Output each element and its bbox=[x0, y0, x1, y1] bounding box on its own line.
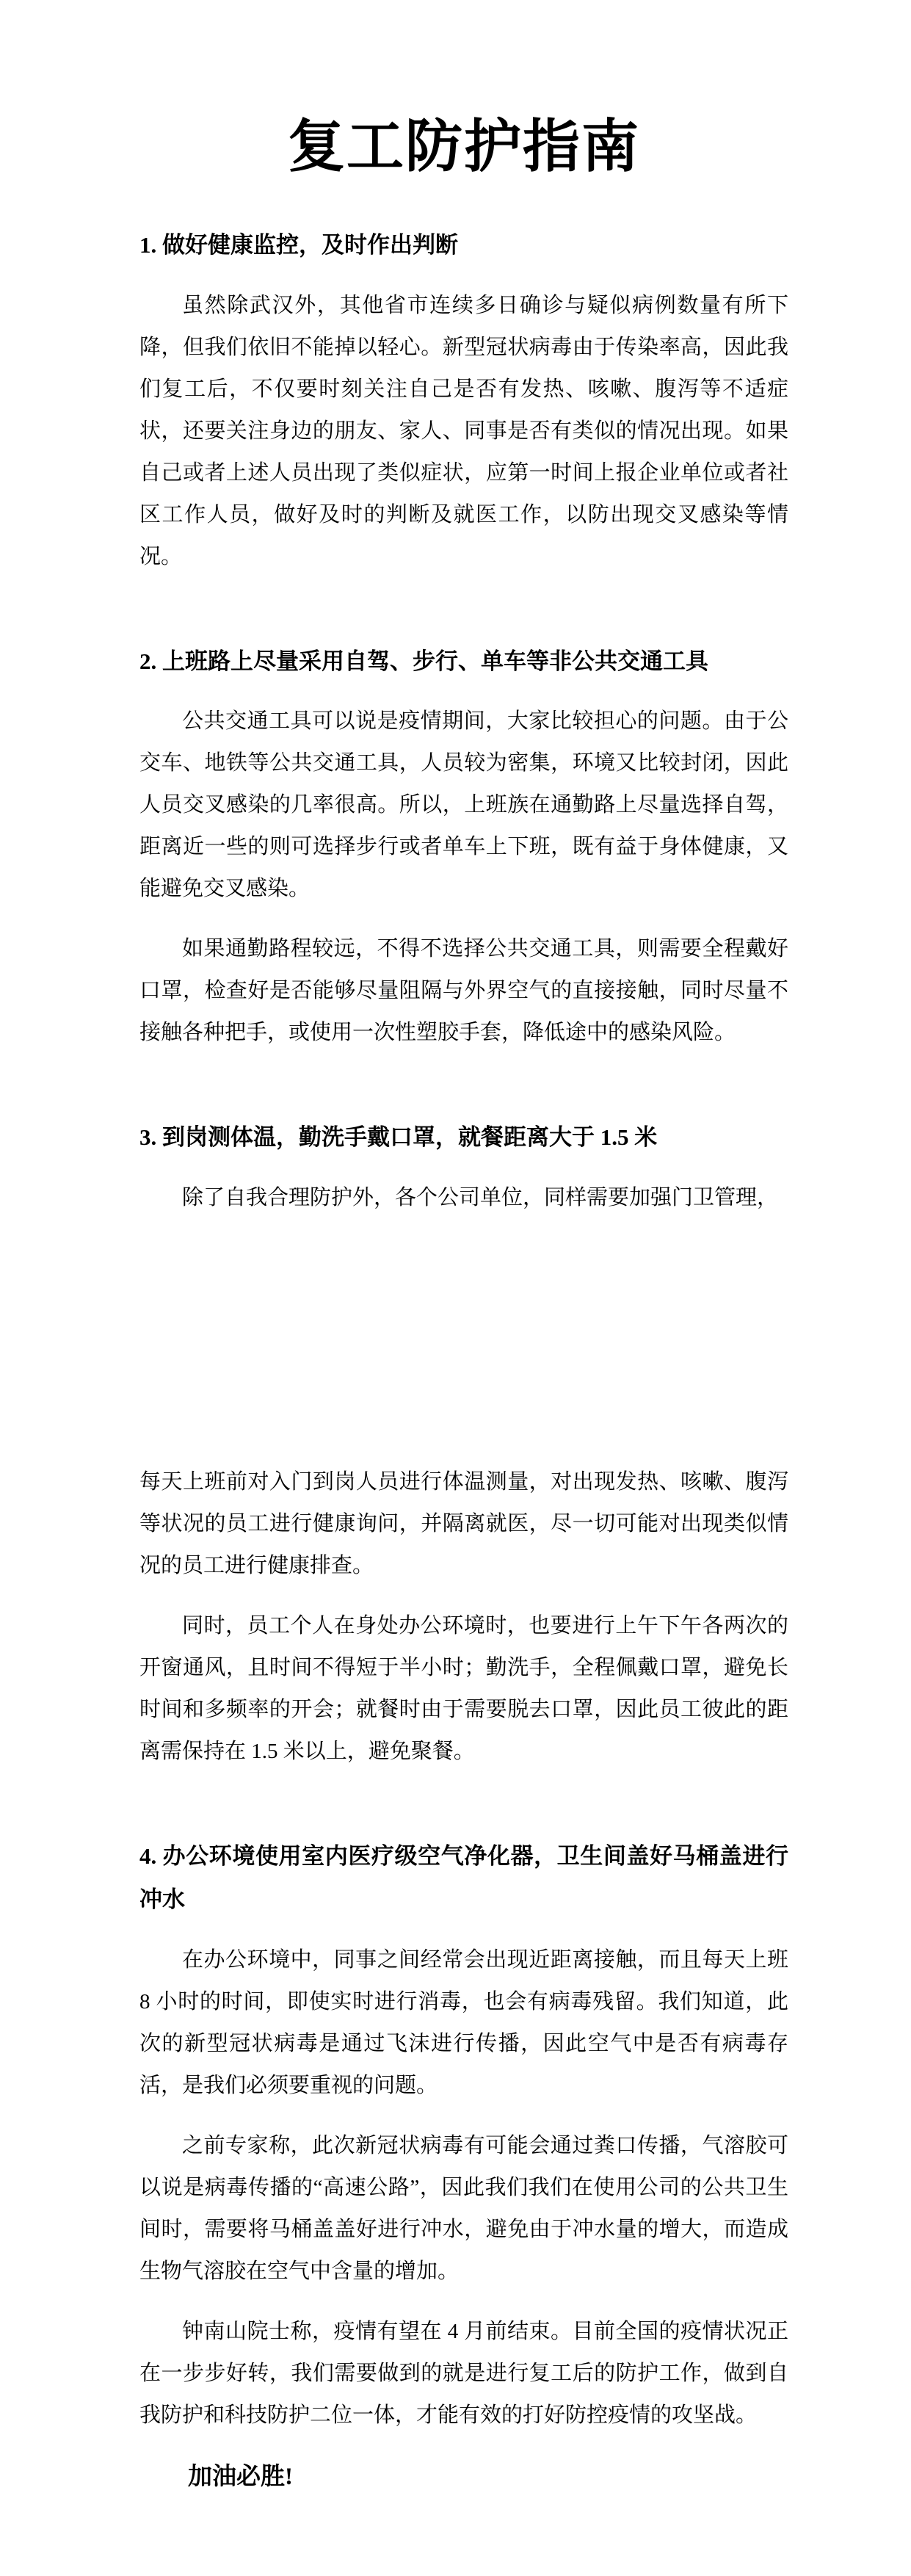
closing-slogan: 加油必胜! bbox=[188, 2464, 293, 2491]
paragraph: 虽然除武汉外，其他省市连续多日确诊与疑似病例数量有所下降，但我们依旧不能掉以轻心。新型冠状病毒由于传染率高，因此我们复工后，不仅要时刻关注自己是否有发热、咳嗽、腹泻等不适症状，还要关注身边的朋友、家人、同事是否有类似的情况出现。如果自己或者上述人员出现了类似症状，应第一时间上报企业单位或者社区工作人员，做好及时的判断及就医工作，以防出现交叉感染等情况。 bbox=[139, 293, 788, 568]
section-4 bbox=[139, 1791, 788, 2436]
paragraph: 之前专家称，此次新冠状病毒有可能会通过粪口传播，气溶胶可以说是病毒传播的“高速公路”，因此我们我们在使用公司的公共卫生间时，需要将马桶盖盖好进行冲水，避免由于冲水量的增大，而造成生物气溶胶在空气中含量的增加。 bbox=[139, 2134, 788, 2284]
document-title: 复工防护指南 bbox=[287, 115, 640, 178]
section-3 bbox=[139, 1072, 788, 1773]
paragraph: 除了自我合理防护外，各个公司单位，同样需要加强门卫管理， bbox=[182, 1186, 779, 1210]
paragraph: 如果通勤路程较远，不得不选择公共交通工具，则需要全程戴好口罩，检查好是否能够尽量阻隔与外界空气的直接接触，同时尽量不接触各种把手，或使用一次性塑胶手套，降低途中的感染风险。 bbox=[139, 937, 788, 1045]
section-3-heading: 3. 到岗测体温，勤洗手戴口罩，就餐距离大于 1.5 米 bbox=[139, 1124, 658, 1151]
paragraph-continuation: 每天上班前对入门到岗人员进行体温测量，对出现发热、咳嗽、腹泻等状况的员工进行健康询问，并隔离就医，尽一切可能对出现类似情况的员工进行健康排查。 bbox=[139, 1470, 788, 1578]
blank-gap bbox=[139, 1237, 788, 1461]
paragraph: 同时，员工个人在身处办公环境时，也要进行上午下午各两次的开窗通风，且时间不得短于半小时；勤洗手，全程佩戴口罩，避免长时间和多频率的开会；就餐时由于需要脱去口罩，因此员工彼此的距离需保持在 1.5 米以上，避免聚餐。 bbox=[139, 1614, 788, 1764]
paragraph: 在办公环境中，同事之间经常会出现近距离接触，而且每天上班 8 小时的时间，即使实时进行消毒，也会有病毒残留。我们知道，此次的新型冠状病毒是通过飞沫进行传播，因此空气中是否有病毒存活，是我们必须要重视的问题。 bbox=[139, 1948, 788, 2098]
section-1 bbox=[139, 180, 788, 578]
paragraph: 公共交通工具可以说是疫情期间，大家比较担心的问题。由于公交车、地铁等公共交通工具，人员较为密集，环境又比较封闭，因此人员交叉感染的几率很高。所以，上班族在通勤路上尽量选择自驾，距离近一些的则可选择步行或者单车上下班，既有益于身体健康，又能避免交叉感染。 bbox=[139, 709, 788, 901]
section-2 bbox=[139, 596, 788, 1054]
paragraph: 钟南山院士称，疫情有望在 4 月前结束。目前全国的疫情状况正在一步步好转，我们需要做到的就是进行复工后的防护工作，做到自我防护和科技防护二位一体，才能有效的打好防控疫情的攻坚战。 bbox=[139, 2320, 788, 2428]
section-1-heading: 1. 做好健康监控，及时作出判断 bbox=[139, 231, 458, 258]
section-4-heading: 4. 办公环境使用室内医疗级空气净化器，卫生间盖好马桶盖进行冲水 bbox=[139, 1843, 788, 1913]
section-2-heading: 2. 上班路上尽量采用自驾、步行、单车等非公共交通工具 bbox=[139, 648, 708, 674]
